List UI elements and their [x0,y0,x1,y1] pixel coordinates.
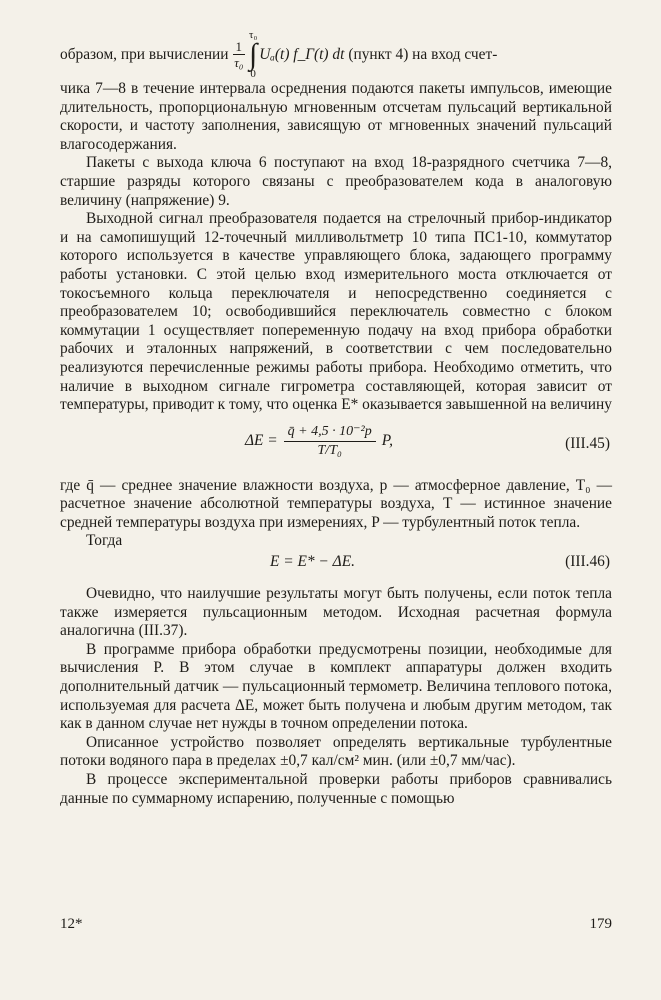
paragraph-0-start: образом, при вычислении [60,45,229,63]
equation-III-45 [60,419,612,471]
paragraph-1: Пакеты с выхода ключа 6 поступают на вход 18-разрядного счетчика 7—8, старшие разряды которого связаны с преобразователем кода в аналоговую величину (напряжение) 9. [60,154,612,209]
integrand: Uₐ(t) f_Г(t) dt [259,45,345,63]
page-footer [60,916,612,933]
equation-lhs: ΔE = [245,431,278,449]
paragraph-4: Тогда [86,532,123,550]
equation-fraction [284,423,376,460]
integral-upper-limit: τ₀ [249,29,258,41]
paragraph-7: Описанное устройство позволяет определять вертикальные турбулентные потоки водяного пара в пределах ±0,7 кал/см² мин. (или ±0,7 мм/час). [60,733,612,770]
fraction-one-over-tau [233,40,246,70]
integral-sign: τ₀ ∫ 0 [249,29,258,80]
paragraph-8: В процессе экспериментальной проверки работы приборов сравнивались данные по суммарному испарению, полученные с помощью [60,771,612,807]
equation-number: (III.45) [565,434,610,452]
inline-integral-formula [233,30,345,80]
paragraph-first-line [60,30,612,80]
paragraph-3: где q̄ — среднее значение влажности воздуха, p — атмосферное давление, T₀ — расчетное значение абсолютной температуры воздуха, T — истинное значение средней температуры воздуха при измерениях, P — турбулентный поток тепла. [60,476,612,531]
integral-lower-limit: 0 [250,68,256,80]
signature-mark: 12* [60,916,83,932]
fraction-denominator: τ₀ [234,55,244,70]
equation-number: (III.46) [565,553,610,571]
equation-rhs: P, [381,431,393,449]
paragraph-5: Очевидно, что наилучшие результаты могут быть получены, если поток тепла также измеряется пульсационным методом. Исходная расчетная формула аналогична (III.37). [60,585,612,640]
paragraph-6: В программе прибора обработки предусмотрены позиции, необходимые для вычисления P. В этом случае в комплект аппаратуры должен входить дополнительный датчик — пульсационный термометр. Величина теплового потока, используемая для расчета ΔE, может быть получена и любым другим методом, так как в данном случае нет нужды в точном определении потока. [60,640,612,733]
paragraph-0-after-formula: (пункт 4) на вход счет- [348,45,498,63]
fraction-numerator: 1 [233,40,246,55]
equation-numerator: q̄ + 4,5 · 10⁻²p [284,423,376,442]
equation-III-46 [60,553,612,577]
text-column [60,30,612,808]
paragraph-2: Выходной сигнал преобразователя подается на стрелочный прибор-индикатор и на самопишущий 12-точечный милливольтметр 10 типа ПС1-10, коммутатор которого используется в качестве управляющего блока, задающего программу работы установки. С этой целью вход измерительного моста отключается от токосъемного кольца переключателя и непосредственно соединяется с преобразователем 10; освободившийся переключатель совместно с блоком коммутации 1 осуществляет попеременную подачу на вход прибора обработки рабочих и эталонных напряжений, в соответствии с чем последовательно реализуются перечисленные режимы работы прибора. Необходимо отметить, что наличие в выходном сигнале гигрометра составляющей, которая зависит от температуры, приводит к тому, что оценка E* оказывается завышенной на величину [60,210,612,414]
page-number: 179 [589,916,612,932]
equation-denominator: T/T₀ [317,442,342,458]
paragraph-0-rest: чика 7—8 в течение интервала осреднения подаются пакеты импульсов, имеющие длительность, пропорциональную мгновенным отсчетам пульсаций вертикальной скорости, и частоту заполнения, зависящую от мгновенных значений пульсаций влагосодержания. [60,80,612,153]
equation-body: E = E* − ΔE. [270,553,355,571]
